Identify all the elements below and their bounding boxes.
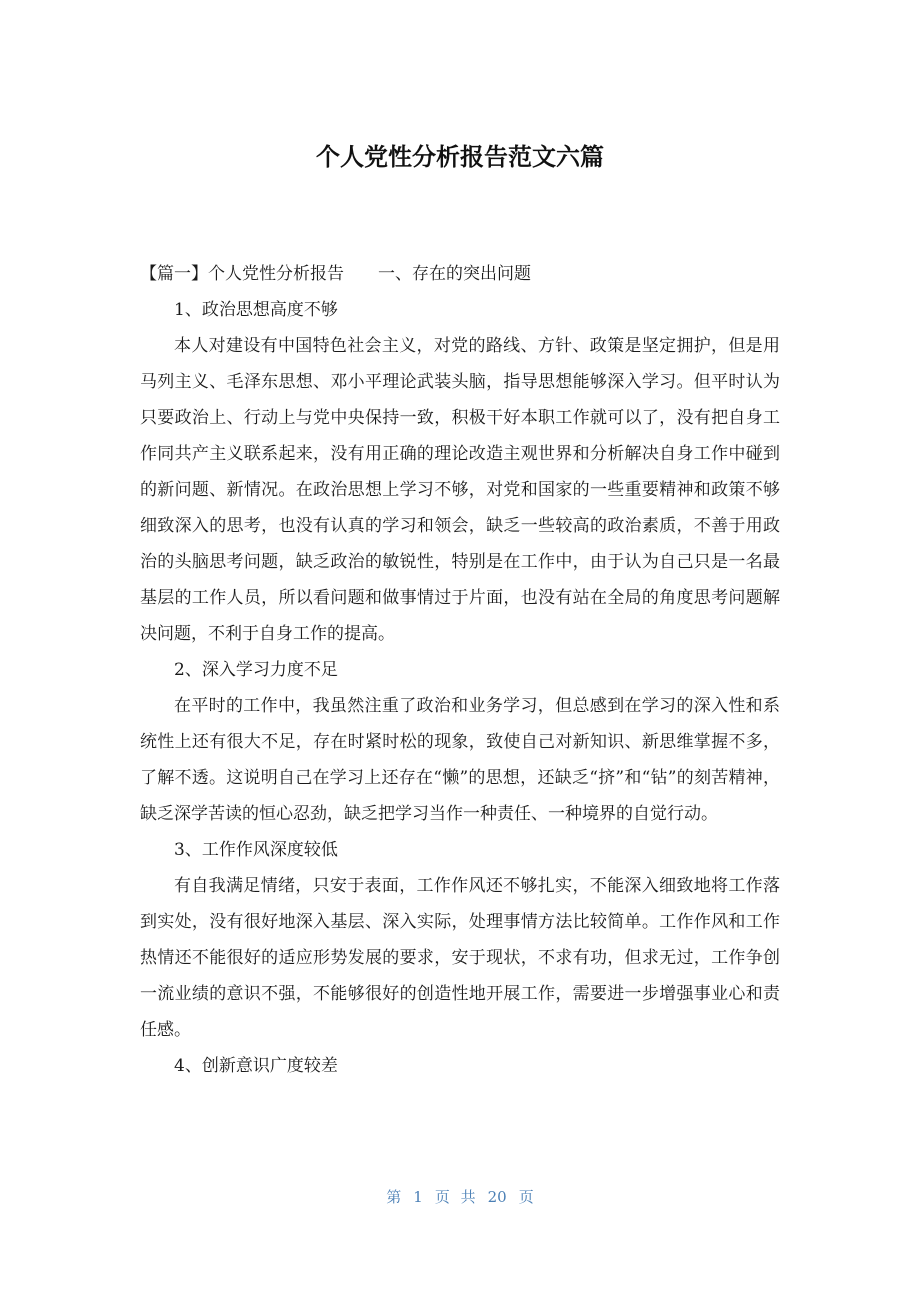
footer-prefix: 第 [386, 1188, 402, 1206]
footer-middle: 页 共 [434, 1188, 476, 1206]
section-heading-3: 3、工作作风深度较低 [174, 840, 338, 860]
paragraph-body-1: 本人对建设有中国特色社会主义，对党的路线、方针、政策是坚定拥护，但是用马列主义、毛泽东思想、邓小平理论武装头脑，指导思想能够深入学习。但平时认为只要政治上、行动上与党中央保持一致，积极干好本职工作就可以了，没有把自身工作同共产主义联系起来，没有用正确的理论改造主观世界和分析解决自身工作中碰到的新问题、新情况。在政治思想上学习不够，对党和国家的一些重要精神和政策不够细致深入的思考，也没有认真的学习和领会，缺乏一些较高的政治素质，不善于用政治的头脑思考问题，缺乏政治的敏锐性，特别是在工作中，由于认为自己只是一名最基层的工作人员，所以看问题和做事情过于片面，也没有站在全局的角度思考问题解决问题，不利于自身工作的提高。 [140, 336, 780, 644]
section-heading-4: 4、创新意识广度较差 [174, 1056, 338, 1076]
paragraph-body-3: 有自我满足情绪，只安于表面，工作作风还不够扎实，不能深入细致地将工作落到实处，没有很好地深入基层、深入实际，处理事情方法比较简单。工作作风和工作热情还不能很好的适应形势发展的要求，安于现状，不求有功，但求无过，工作争创一流业绩的意识不强，不能够很好的创造性地开展工作，需要进一步增强事业心和责任感。 [140, 876, 780, 1040]
footer-total-pages: 20 [487, 1188, 507, 1206]
section-heading-2: 2、深入学习力度不足 [174, 660, 338, 680]
footer-current-page: 1 [413, 1188, 423, 1206]
section-heading-1: 1、政治思想高度不够 [174, 300, 338, 320]
footer-suffix: 页 [518, 1188, 534, 1206]
page-footer [0, 1186, 920, 1208]
document-body [140, 256, 780, 1084]
paragraph-body-2: 在平时的工作中，我虽然注重了政治和业务学习，但总感到在学习的深入性和系统性上还有很大不足，存在时紧时松的现象，致使自己对新知识、新思维掌握不多，了解不透。这说明自己在学习上还存在“懒”的思想，还缺乏“挤”和“钻”的刻苦精神，缺乏深学苦读的恒心忍劲，缺乏把学习当作一种责任、一种境界的自觉行动。 [140, 696, 780, 824]
document-title: 个人党性分析报告范文六篇 [316, 143, 604, 171]
paragraph-intro: 【篇一】个人党性分析报告 一、存在的突出问题 [140, 264, 531, 284]
